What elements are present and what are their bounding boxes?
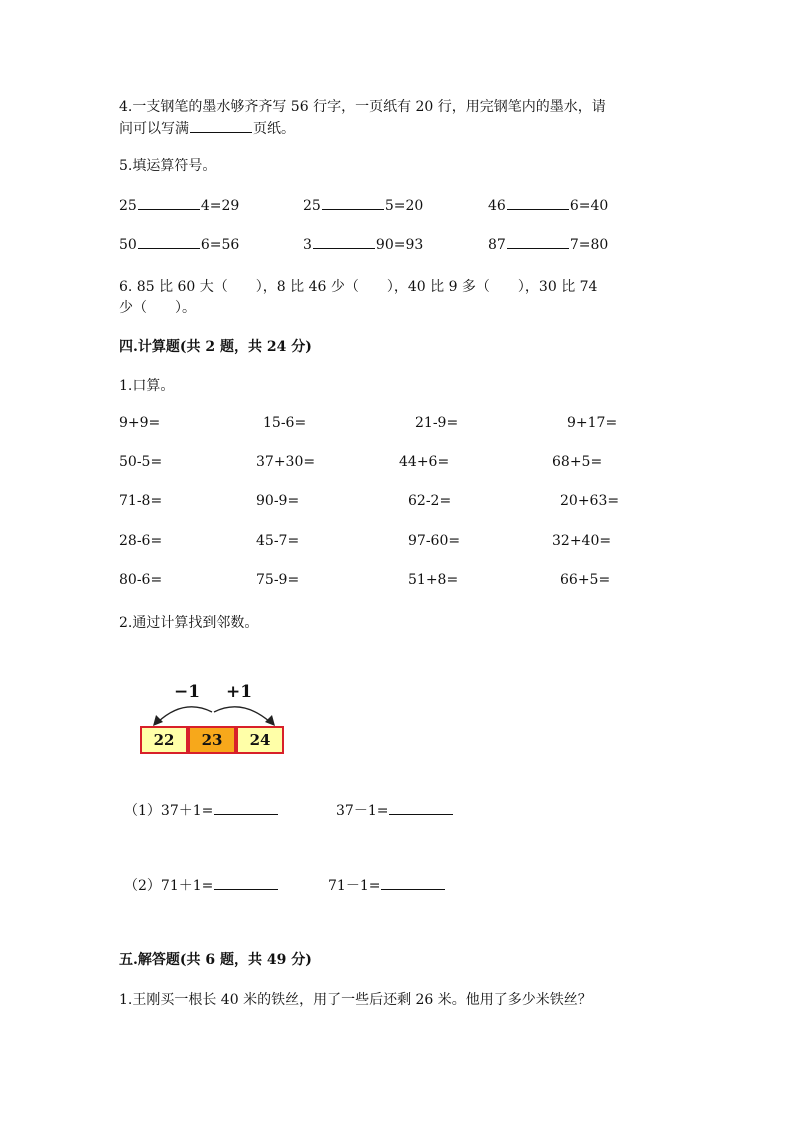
- q5-row-1: [119, 197, 679, 217]
- calc-item: 62-2=: [408, 493, 452, 509]
- q5-item: 46 6=40: [488, 198, 609, 214]
- section-4-title: 四.计算题(共 2 题，共 24 分): [119, 339, 312, 355]
- arrow-arcs: [140, 698, 290, 728]
- calc1-row-2: [119, 454, 679, 474]
- answer-question-1: 1.王刚买一根长 40 米的铁丝，用了一些后还剩 26 米。他用了多少米铁丝？: [119, 992, 592, 1008]
- calc-item: 45-7=: [256, 533, 300, 549]
- calc-item: 28-6=: [119, 533, 163, 549]
- calc1-row-4: [119, 533, 679, 553]
- q5-title: 5.填运算符号。: [119, 158, 217, 174]
- operator-blank[interactable]: [313, 236, 375, 249]
- calc1-row-5: [119, 572, 679, 592]
- calc2-part1a: （1）37＋1=: [124, 800, 279, 820]
- calc-item: 20+63=: [560, 493, 620, 509]
- q5-item: 50 6=56: [119, 237, 240, 253]
- calc-item: 51+8=: [408, 572, 459, 588]
- calc-item: 90-9=: [256, 493, 300, 509]
- calc1-row-3: [119, 493, 679, 513]
- q4-line2: [119, 117, 295, 141]
- operator-blank[interactable]: [138, 197, 200, 210]
- number-box-right: 24: [236, 726, 284, 754]
- answer-blank[interactable]: [214, 877, 278, 890]
- q4-line2-pre: 问可以写满: [119, 121, 189, 137]
- left-arrow-arc: [158, 707, 212, 722]
- answer-blank[interactable]: [389, 802, 453, 815]
- q5-item: 25 5=20: [303, 198, 424, 214]
- calc-item: 71-8=: [119, 493, 163, 509]
- calc-item: 97-60=: [408, 533, 461, 549]
- q5-item: 25 4=29: [119, 198, 240, 214]
- operator-blank[interactable]: [138, 236, 200, 249]
- answer-blank[interactable]: [381, 877, 445, 890]
- calc-item: 44+6=: [399, 454, 450, 470]
- calc2-part1b: 37－1=: [336, 800, 454, 820]
- calc-item: 80-6=: [119, 572, 163, 588]
- minus-one-label: −1: [174, 682, 201, 702]
- number-box-center: 23: [188, 726, 236, 754]
- left-arrow-head: [153, 715, 163, 726]
- calc2-part2a: （2）71＋1=: [124, 875, 279, 895]
- right-arrow-head: [265, 715, 275, 726]
- answer-blank[interactable]: [214, 802, 278, 815]
- calc-item: 75-9=: [256, 572, 300, 588]
- calc-item: 68+5=: [552, 454, 603, 470]
- q6-line1: 6. 85 比 60 大（ ），8 比 46 少（ ），40 比 9 多（ ），30 比 74: [119, 279, 598, 295]
- calc-item: 9+17=: [567, 415, 618, 431]
- number-box-left: 22: [140, 726, 188, 754]
- calc2-title: 2.通过计算找到邻数。: [119, 615, 259, 631]
- calc-item: 9+9=: [119, 415, 161, 431]
- neighbor-diagram: [140, 682, 290, 762]
- calc-item: 37+30=: [256, 454, 316, 470]
- q6-line2: 少（ ）。: [119, 300, 196, 316]
- answer-blank[interactable]: [190, 120, 252, 133]
- right-arrow-arc: [214, 707, 270, 722]
- calc-item: 32+40=: [552, 533, 612, 549]
- q4-line1: 4.一支钢笔的墨水够齐齐写 56 行字，一页纸有 20 行，用完钢笔内的墨水，请: [119, 99, 606, 115]
- calc1-row-1: [119, 415, 679, 435]
- operator-blank[interactable]: [507, 236, 569, 249]
- calc-item: 66+5=: [560, 572, 611, 588]
- q5-row-2: [119, 236, 679, 256]
- section-5-title: 五.解答题(共 6 题，共 49 分): [119, 952, 312, 968]
- q4-line2-post: 页纸。: [253, 121, 295, 137]
- calc-item: 50-5=: [119, 454, 163, 470]
- operator-blank[interactable]: [322, 197, 384, 210]
- calc-item: 21-9=: [415, 415, 459, 431]
- q5-item: 3 90=93: [303, 237, 424, 253]
- q5-item: 87 7=80: [488, 237, 609, 253]
- plus-one-label: +1: [226, 682, 253, 702]
- calc-item: 15-6=: [263, 415, 307, 431]
- calc2-part2b: 71－1=: [328, 875, 446, 895]
- operator-blank[interactable]: [507, 197, 569, 210]
- calc1-title: 1.口算。: [119, 378, 175, 394]
